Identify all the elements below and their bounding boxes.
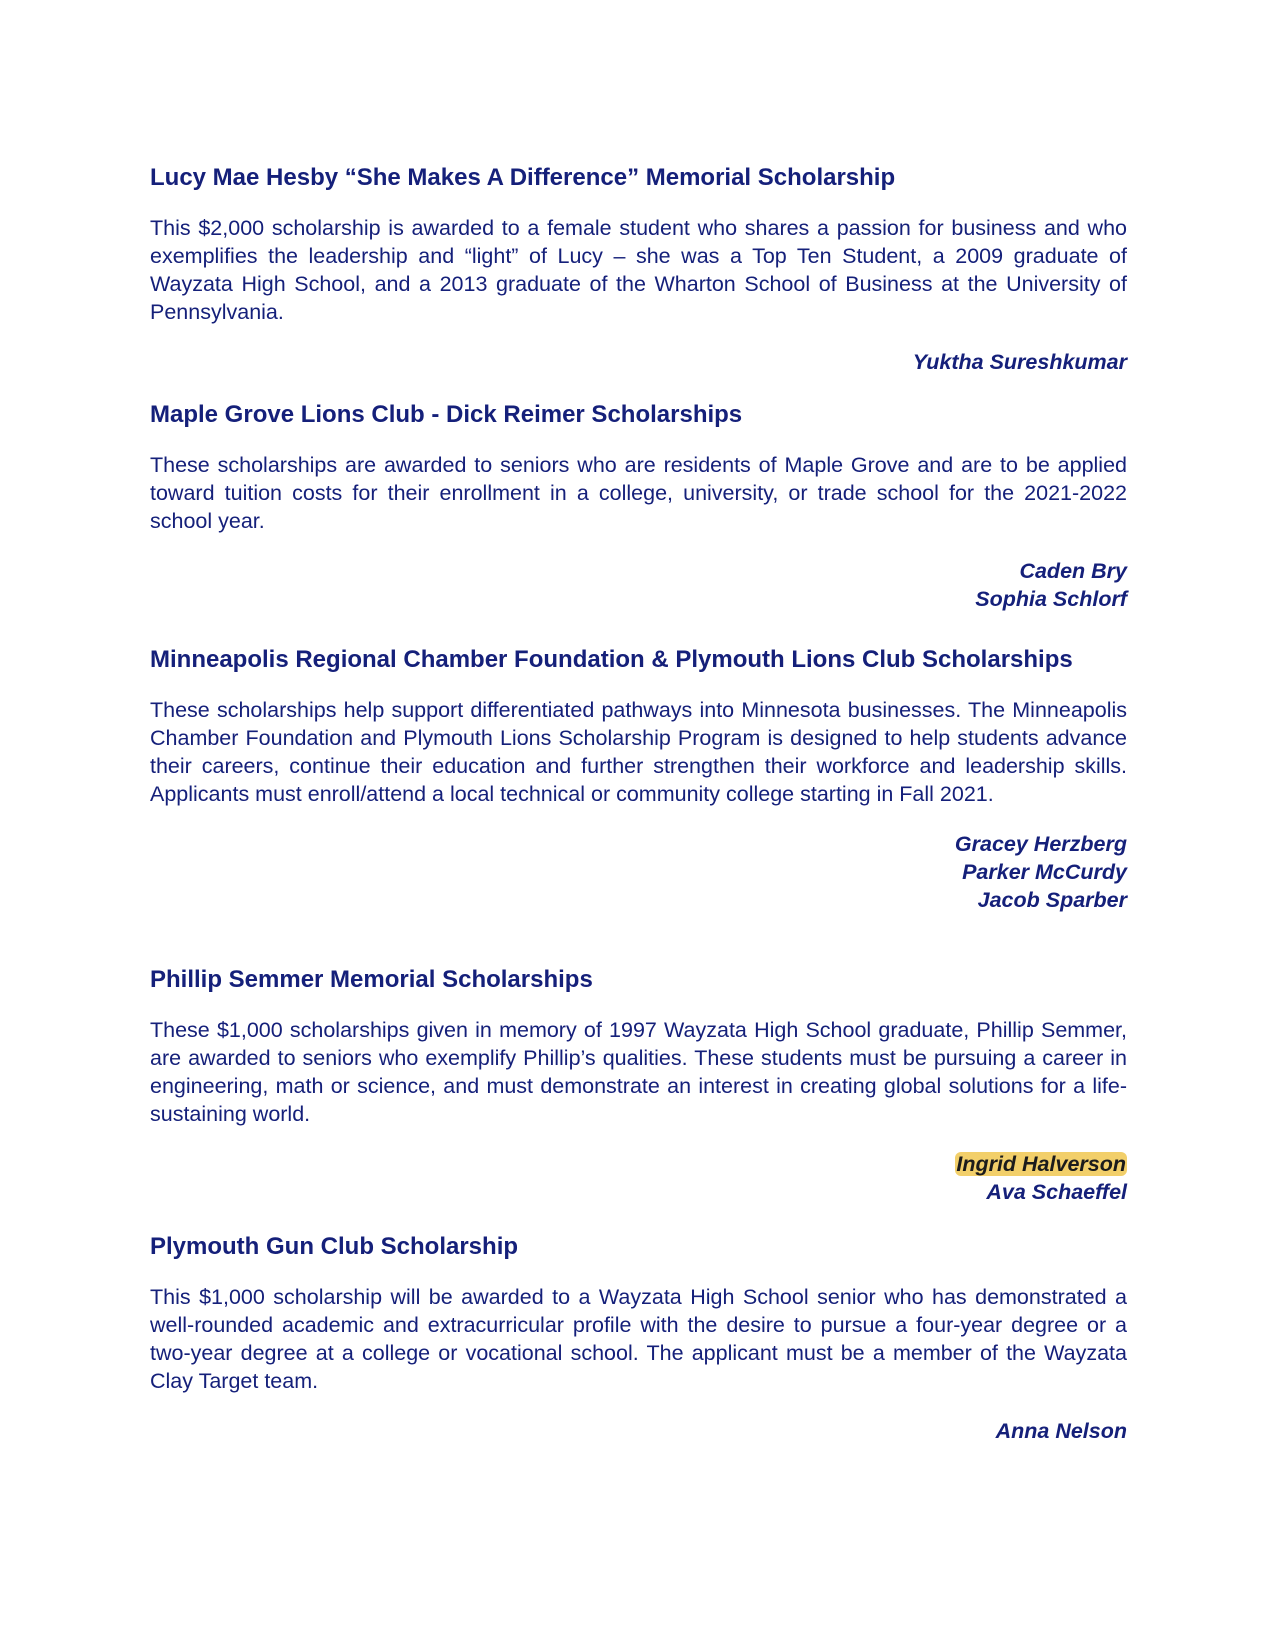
section-description: These scholarships are awarded to seniors who are residents of Maple Grove and are to be applied toward tuition costs for their enrollment in a college, university, or trade school for the 2021-2022 school year. xyxy=(150,453,1127,533)
section-title: Maple Grove Lions Club - Dick Reimer Scholarships xyxy=(150,401,743,428)
winner-name: Ava Schaeffel xyxy=(986,1180,1127,1204)
winner-name-highlighted xyxy=(150,1150,1127,1178)
scholarship-section-minneapolis-chamber xyxy=(150,646,1127,914)
winners-list xyxy=(150,348,1127,376)
winner-name: Parker McCurdy xyxy=(962,860,1127,884)
section-description: This $2,000 scholarship is awarded to a female student who shares a passion for business and who exemplifies the leadership and “light” of Lucy – she was a Top Ten Student, a 2009 graduate of Wayzata High School, and a 2013 graduate of the Wharton School of Business at the University of Pennsylvania. xyxy=(150,216,1127,324)
scholarship-section-maple-grove-lions xyxy=(150,401,1127,613)
winners-list xyxy=(150,830,1127,914)
section-title: Lucy Mae Hesby “She Makes A Difference” Memorial Scholarship xyxy=(150,164,896,191)
winner-name: Sophia Schlorf xyxy=(975,587,1127,611)
section-description: These scholarships help support differentiated pathways into Minnesota businesses. The Minneapolis Chamber Foundation and Plymouth Lions Scholarship Program is designed to help students advance their careers, continue their education and further strengthen their workforce and leadership skills. Applicants must enroll/attend a local technical or community college starting in Fall 2021. xyxy=(150,698,1127,806)
winners-list xyxy=(150,557,1127,613)
section-title: Plymouth Gun Club Scholarship xyxy=(150,1233,519,1260)
text-highlight: Ingrid Halverson xyxy=(956,1152,1126,1176)
scholarship-section-hesby xyxy=(150,164,1127,376)
winner-name: Anna Nelson xyxy=(995,1419,1127,1443)
section-title: Phillip Semmer Memorial Scholarships xyxy=(150,966,593,993)
winner-name: Caden Bry xyxy=(1019,559,1127,583)
section-title: Minneapolis Regional Chamber Foundation & Plymouth Lions Club Scholarships xyxy=(150,646,1073,673)
winners-list xyxy=(150,1417,1127,1445)
section-description: This $1,000 scholarship will be awarded to a Wayzata High School senior who has demonstrated a well-rounded academic and extracurricular profile with the desire to pursue a four-year degree or a two-year degree at a college or vocational school. The applicant must be a member of the Wayzata Clay Target team. xyxy=(150,1285,1127,1393)
scholarship-section-semmer xyxy=(150,966,1127,1206)
section-description: These $1,000 scholarships given in memory of 1997 Wayzata High School graduate, Phillip Semmer, are awarded to seniors who exemplify Phillip’s qualities. These students must be pursuing a career in engineering, math or science, and must demonstrate an interest in creating global solutions for a life-sustaining world. xyxy=(150,1018,1127,1126)
winner-name: Jacob Sparber xyxy=(977,888,1127,912)
winner-name: Gracey Herzberg xyxy=(954,832,1127,856)
scholarship-section-plymouth-gun-club xyxy=(150,1233,1127,1445)
winner-name: Yuktha Sureshkumar xyxy=(912,350,1127,374)
winners-list xyxy=(150,1150,1127,1206)
